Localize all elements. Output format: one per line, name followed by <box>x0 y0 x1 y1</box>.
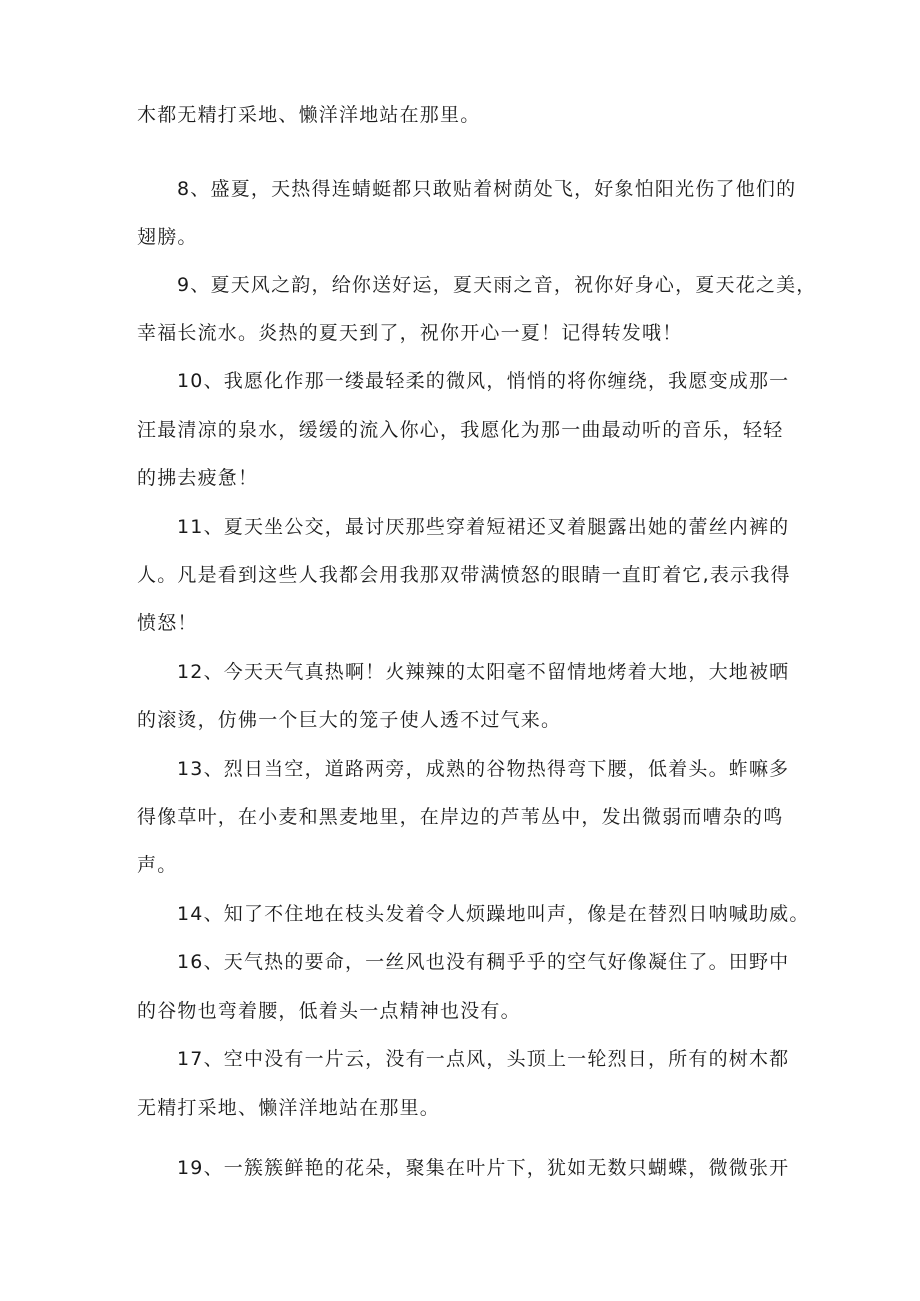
text-line: 声。 <box>137 854 178 876</box>
text-line: 8、盛夏，天热得连蜻蜓都只敢贴着树荫处飞，好象怕阳光伤了他们的 <box>177 178 797 200</box>
text-line: 的拂去疲惫！ <box>137 467 259 489</box>
text-line: 17、空中没有一片云，没有一点风，头顶上一轮烈日，所有的树木都 <box>177 1048 790 1070</box>
text-line: 无精打采地、懒洋洋地站在那里。 <box>137 1097 441 1119</box>
text-line: 的滚烫，仿佛一个巨大的笼子使人透不过气来。 <box>137 709 562 731</box>
text-line: 10、我愿化作那一缕最轻柔的微风，悄悄的将你缠绕，我愿变成那一 <box>177 370 790 392</box>
text-line: 愤怒！ <box>137 612 198 634</box>
text-line: 汪最清凉的泉水，缓缓的流入你心，我愿化为那一曲最动听的音乐，轻轻 <box>137 419 784 441</box>
text-line: 得像草叶，在小麦和黑麦地里，在岸边的芦苇丛中，发出微弱而嘈杂的鸣 <box>137 806 784 828</box>
text-line: 19、一簇簇鲜艳的花朵，聚集在叶片下，犹如无数只蝴蝶，微微张开 <box>177 1157 790 1179</box>
text-line: 幸福长流水。炎热的夏天到了，祝你开心一夏！记得转发哦！ <box>137 322 683 344</box>
text-line: 12、今天天气真热啊！火辣辣的太阳毫不留情地烤着大地，大地被晒 <box>177 661 790 683</box>
text-line: 的谷物也弯着腰，低着头一点精神也没有。 <box>137 1000 521 1022</box>
text-line: 9、夏天风之韵，给你送好运，夏天雨之音，祝你好身心，夏天花之美， <box>177 274 817 296</box>
text-line: 木都无精打采地、懒洋洋地站在那里。 <box>137 104 481 126</box>
text-line: 翅膀。 <box>137 226 198 248</box>
text-line: 13、烈日当空，道路两旁，成熟的谷物热得弯下腰，低着头。蚱嘛多 <box>177 758 790 780</box>
text-line: 11、夏天坐公交，最讨厌那些穿着短裙还叉着腿露出她的蕾丝内裤的 <box>177 516 790 538</box>
text-line: 人。凡是看到这些人我都会用我那双带满愤怒的眼睛一直盯着它,表示我得 <box>137 564 791 586</box>
text-line: 14、知了不住地在枝头发着令人烦躁地叫声，像是在替烈日呐喊助威。 <box>177 903 810 925</box>
text-line: 16、天气热的要命，一丝风也没有稠乎乎的空气好像凝住了。田野中 <box>177 951 790 973</box>
